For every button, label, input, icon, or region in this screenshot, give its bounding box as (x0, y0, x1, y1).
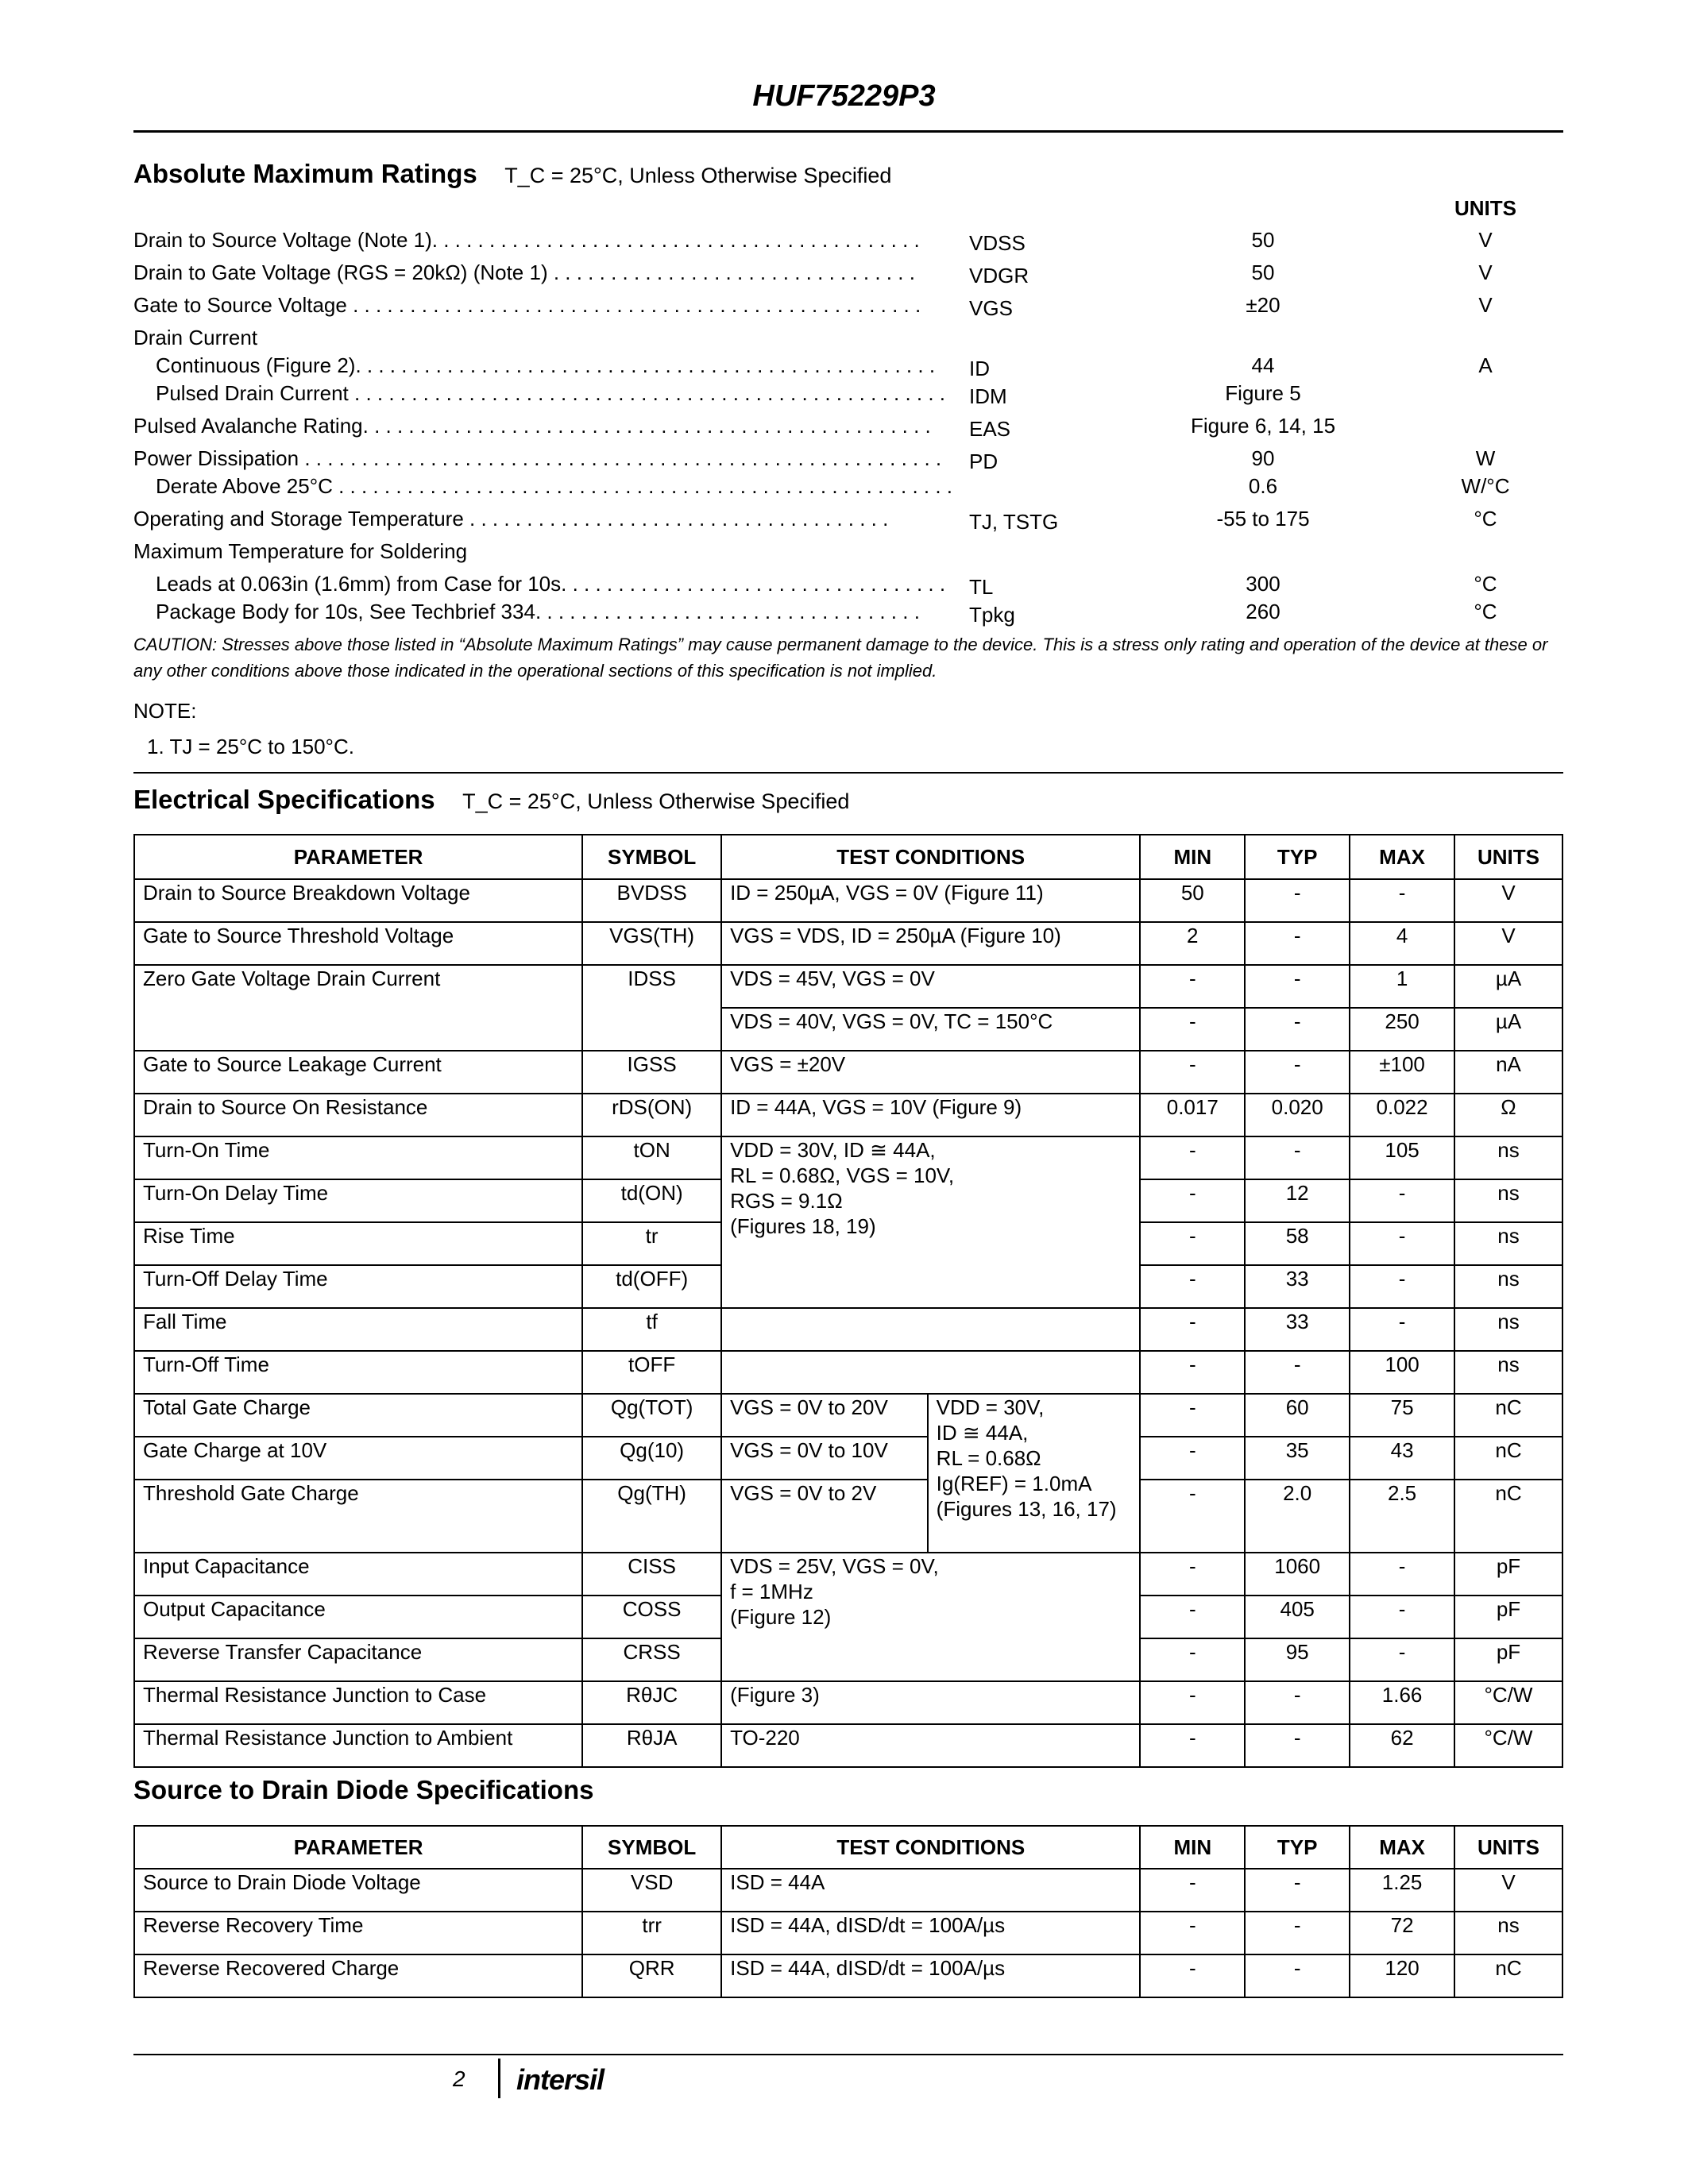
abs-max-symbol: VDGR (969, 264, 1029, 287)
typ-cell: - (1245, 922, 1350, 965)
symbol-cell: BVDSS (582, 879, 721, 922)
units-cell: ns (1454, 1308, 1562, 1351)
parameter-cell: Output Capacitance (134, 1596, 582, 1638)
test-condition-cell: VGS = ±20V (721, 1051, 1140, 1094)
symbol-cell: tf (582, 1308, 721, 1351)
symbol-cell: RθJC (582, 1681, 721, 1724)
max-cell: 4 (1350, 922, 1454, 965)
units-cell: ns (1454, 1351, 1562, 1394)
abs-max-value: 50 (1251, 260, 1275, 284)
units-cell: V (1454, 922, 1562, 965)
abs-max-value: 44 (1251, 353, 1275, 377)
electrical-row (134, 1051, 1562, 1094)
parameter-cell: Thermal Resistance Junction to Ambient (134, 1724, 582, 1767)
max-cell: 43 (1350, 1437, 1454, 1480)
diode-row (134, 1869, 1562, 1912)
abs-max-label: Continuous (Figure 2). . . . . . . . . . . . . . . . . . . . . . . . . . . . . . . . . . . . . . . . . . . . . . . . . . . (156, 353, 936, 377)
electrical-row (134, 879, 1562, 922)
diode-parameter-cell: Reverse Recovery Time (134, 1912, 582, 1954)
parameter-cell: Reverse Transfer Capacitance (134, 1638, 582, 1681)
abs-max-unit: V (1478, 260, 1493, 284)
electrical-row (134, 922, 1562, 965)
max-cell: - (1350, 1553, 1454, 1596)
symbol-cell: td(ON) (582, 1179, 721, 1222)
parameter-cell: Input Capacitance (134, 1553, 582, 1596)
parameter-cell: Turn-On Time (134, 1136, 582, 1179)
caution-text: CAUTION: Stresses above those listed in “Absolute Maximum Ratings” may cause permanent damage to the device. This is a stress only rating and operation of the device at these or any other conditions above those indicated in the operational sections of this specification is not implied. (133, 635, 1548, 681)
electrical-title: Electrical Specifications (133, 785, 435, 814)
typ-cell: - (1245, 1051, 1350, 1094)
abs-max-value: 0.6 (1248, 474, 1278, 498)
test-condition-cell: VDS = 45V, VGS = 0V (721, 965, 1140, 1008)
min-cell: - (1140, 1681, 1245, 1724)
units-cell: µA (1454, 965, 1562, 1008)
capacitance-condition-cell-line: (Figure 12) (730, 1605, 832, 1629)
max-cell: 250 (1350, 1008, 1454, 1051)
units-cell: ns (1454, 1265, 1562, 1308)
gate-charge-condition-cell (928, 1394, 1141, 1553)
test-condition-cell: VGS = 0V to 2V (721, 1480, 928, 1553)
diode-header-units: UNITS (1454, 1826, 1562, 1869)
electrical-table (133, 834, 1563, 1768)
diode-test-condition-cell: ISD = 44A (721, 1869, 1140, 1912)
abs-max-label: Derate Above 25°C . . . . . . . . . . . . . . . . . . . . . . . . . . . . . . . . . . . . . . . . . . . . . . . . . . . . . . (156, 474, 953, 498)
electrical-row (134, 1351, 1562, 1394)
electrical-row (134, 1136, 1562, 1179)
diode-typ-cell: - (1245, 1954, 1350, 1997)
test-condition-cell (721, 1308, 1140, 1351)
abs-max-unit: °C (1474, 572, 1497, 596)
abs-max-unit: V (1478, 228, 1493, 252)
diode-header-min: MIN (1140, 1826, 1245, 1869)
min-cell: - (1140, 1480, 1245, 1553)
symbol-cell: rDS(ON) (582, 1094, 721, 1136)
units-cell: nC (1454, 1480, 1562, 1553)
typ-cell: - (1245, 1724, 1350, 1767)
diode-symbol-cell: QRR (582, 1954, 721, 1997)
units-cell: nA (1454, 1051, 1562, 1094)
test-condition-cell: ID = 44A, VGS = 10V (Figure 9) (721, 1094, 1140, 1136)
min-cell: - (1140, 1265, 1245, 1308)
min-cell: - (1140, 1179, 1245, 1222)
max-cell: - (1350, 1179, 1454, 1222)
typ-cell: 0.020 (1245, 1094, 1350, 1136)
max-cell: 1 (1350, 965, 1454, 1008)
diode-parameter-cell: Source to Drain Diode Voltage (134, 1869, 582, 1912)
min-cell: - (1140, 1437, 1245, 1480)
parameter-cell: Fall Time (134, 1308, 582, 1351)
min-cell: - (1140, 1351, 1245, 1394)
abs-max-symbol: VGS (969, 296, 1013, 320)
typ-cell: 12 (1245, 1179, 1350, 1222)
electrical-row (134, 1724, 1562, 1767)
units-cell: °C/W (1454, 1681, 1562, 1724)
electrical-row (134, 1308, 1562, 1351)
abs-max-label: Operating and Storage Temperature . . . . . . . . . . . . . . . . . . . . . . . . . . . . . . . . . . . . . (133, 507, 889, 531)
parameter-cell: Rise Time (134, 1222, 582, 1265)
abs-max-value: ±20 (1246, 293, 1280, 317)
units-cell: Ω (1454, 1094, 1562, 1136)
units-cell: ns (1454, 1136, 1562, 1179)
header-symbol: SYMBOL (582, 835, 721, 879)
abs-max-unit: W (1475, 446, 1496, 470)
electrical-heading (133, 785, 849, 815)
diode-symbol-cell: trr (582, 1912, 721, 1954)
min-cell: - (1140, 1596, 1245, 1638)
note-title: NOTE: (133, 699, 197, 723)
units-cell: °C/W (1454, 1724, 1562, 1767)
test-condition-cell: ID = 250µA, VGS = 0V (Figure 11) (721, 879, 1140, 922)
abs-max-symbol: Tpkg (969, 603, 1015, 627)
diode-row (134, 1912, 1562, 1954)
abs-max-symbol: EAS (969, 417, 1011, 441)
abs-max-value: -55 to 175 (1216, 507, 1310, 531)
footer-divider (498, 2059, 500, 2098)
gate-charge-condition-cell-line: RL = 0.68Ω (936, 1446, 1041, 1470)
electrical-condition: T_C = 25°C, Unless Otherwise Specified (462, 789, 850, 813)
header-max: MAX (1350, 835, 1454, 879)
diode-table (133, 1825, 1563, 1998)
abs-max-label: Power Dissipation . . . . . . . . . . . . . . . . . . . . . . . . . . . . . . . . . . . . . . . . . . . . . . . . . . . . . . . . (133, 446, 942, 470)
abs-max-label: Drain to Source Voltage (Note 1). . . . . . . . . . . . . . . . . . . . . . . . . . . . . . . . . . . . . . . . . . . (133, 228, 920, 252)
typ-cell: - (1245, 1351, 1350, 1394)
part-number-header: HUF75229P3 (752, 79, 936, 113)
abs-max-value: Figure 6, 14, 15 (1190, 414, 1336, 438)
max-cell: - (1350, 1222, 1454, 1265)
test-condition-cell: VGS = 0V to 10V (721, 1437, 928, 1480)
header-min: MIN (1140, 835, 1245, 879)
electrical-row (134, 965, 1562, 1008)
diode-typ-cell: - (1245, 1869, 1350, 1912)
gate-charge-condition-cell-line: VDD = 30V, (936, 1395, 1045, 1419)
abs-max-label: Package Body for 10s, See Techbrief 334. . . . . . . . . . . . . . . . . . . . . . . . . . . . . . . . . . (156, 600, 920, 623)
abs-max-unit: °C (1474, 507, 1497, 531)
switching-condition-cell-line: RL = 0.68Ω, VGS = 10V, (730, 1163, 955, 1187)
abs-max-symbol: PD (969, 450, 999, 473)
symbol-cell: tON (582, 1136, 721, 1179)
test-condition-cell: (Figure 3) (721, 1681, 1140, 1724)
min-cell: - (1140, 1051, 1245, 1094)
symbol-cell: tOFF (582, 1351, 721, 1394)
max-cell: 2.5 (1350, 1480, 1454, 1553)
diode-row (134, 1954, 1562, 1997)
diode-header-symbol: SYMBOL (582, 1826, 721, 1869)
abs-max-unit: V (1478, 293, 1493, 317)
units-cell: ns (1454, 1222, 1562, 1265)
electrical-row (134, 1681, 1562, 1724)
test-condition-cell: VDS = 40V, VGS = 0V, TC = 150°C (721, 1008, 1140, 1051)
electrical-row (134, 1437, 1562, 1480)
abs-max-label: Drain Current (133, 326, 258, 349)
footer-rule (133, 2054, 1563, 2055)
symbol-cell: IGSS (582, 1051, 721, 1094)
abs-max-symbol: ID (969, 357, 990, 380)
abs-max-symbol: TJ, TSTG (969, 510, 1059, 534)
page-number: 2 (453, 2066, 465, 2091)
abs-max-heading (133, 159, 891, 189)
diode-typ-cell: - (1245, 1912, 1350, 1954)
parameter-cell: Gate to Source Leakage Current (134, 1051, 582, 1094)
units-cell: µA (1454, 1008, 1562, 1051)
typ-cell: 1060 (1245, 1553, 1350, 1596)
max-cell: 62 (1350, 1724, 1454, 1767)
abs-max-label: Maximum Temperature for Soldering (133, 539, 468, 563)
electrical-header-row (134, 835, 1562, 879)
gate-charge-condition-cell-line: (Figures 13, 16, 17) (936, 1497, 1117, 1521)
abs-max-unit: A (1478, 353, 1493, 377)
typ-cell: 58 (1245, 1222, 1350, 1265)
capacitance-condition-cell (721, 1553, 1140, 1681)
abs-max-title: Absolute Maximum Ratings (133, 159, 477, 188)
abs-max-value: Figure 5 (1225, 381, 1301, 405)
symbol-cell: Qg(TH) (582, 1480, 721, 1553)
parameter-cell: Zero Gate Voltage Drain Current (134, 965, 582, 1051)
max-cell: - (1350, 1638, 1454, 1681)
parameter-cell: Gate Charge at 10V (134, 1437, 582, 1480)
abs-max-unit: W/°C (1461, 474, 1510, 498)
min-cell: 2 (1140, 922, 1245, 965)
min-cell: - (1140, 1724, 1245, 1767)
max-cell: ±100 (1350, 1051, 1454, 1094)
header-units: UNITS (1454, 835, 1562, 879)
switching-condition-cell-line: (Figures 18, 19) (730, 1214, 876, 1238)
electrical-row (134, 1394, 1562, 1437)
units-cell: V (1454, 879, 1562, 922)
typ-cell: - (1245, 965, 1350, 1008)
parameter-cell: Drain to Source On Resistance (134, 1094, 582, 1136)
units-cell: nC (1454, 1437, 1562, 1480)
header-parameter: PARAMETER (134, 835, 582, 879)
typ-cell: 95 (1245, 1638, 1350, 1681)
diode-header-max: MAX (1350, 1826, 1454, 1869)
electrical-row (134, 1553, 1562, 1596)
diode-header-typ: TYP (1245, 1826, 1350, 1869)
abs-max-value: 50 (1251, 228, 1275, 252)
max-cell: - (1350, 1596, 1454, 1638)
parameter-cell: Threshold Gate Charge (134, 1480, 582, 1553)
abs-max-symbol: TL (969, 575, 994, 599)
min-cell: - (1140, 1394, 1245, 1437)
abs-max-label: Leads at 0.063in (1.6mm) from Case for 10s. . . . . . . . . . . . . . . . . . . . . . . . . . . . . . . . . . (156, 572, 946, 596)
max-cell: 1.66 (1350, 1681, 1454, 1724)
abs-max-symbol: VDSS (969, 231, 1026, 255)
switching-condition-cell-line: RGS = 9.1Ω (730, 1189, 843, 1213)
symbol-cell: tr (582, 1222, 721, 1265)
typ-cell: 60 (1245, 1394, 1350, 1437)
typ-cell: - (1245, 879, 1350, 922)
switching-condition-cell-line: VDD = 30V, ID ≅ 44A, (730, 1138, 936, 1162)
symbol-cell: CRSS (582, 1638, 721, 1681)
max-cell: 100 (1350, 1351, 1454, 1394)
typ-cell: 2.0 (1245, 1480, 1350, 1553)
parameter-cell: Gate to Source Threshold Voltage (134, 922, 582, 965)
units-cell: ns (1454, 1179, 1562, 1222)
max-cell: - (1350, 1265, 1454, 1308)
abs-max-condition: T_C = 25°C, Unless Otherwise Specified (504, 164, 892, 187)
min-cell: - (1140, 1553, 1245, 1596)
typ-cell: - (1245, 1008, 1350, 1051)
units-cell: pF (1454, 1638, 1562, 1681)
units-cell: pF (1454, 1553, 1562, 1596)
diode-min-cell: - (1140, 1954, 1245, 1997)
test-condition-cell: VGS = VDS, ID = 250µA (Figure 10) (721, 922, 1140, 965)
typ-cell: 405 (1245, 1596, 1350, 1638)
symbol-cell: Qg(TOT) (582, 1394, 721, 1437)
min-cell: - (1140, 1136, 1245, 1179)
units-cell: nC (1454, 1394, 1562, 1437)
abs-max-value: 260 (1246, 600, 1280, 623)
capacitance-condition-cell-line: VDS = 25V, VGS = 0V, (730, 1554, 939, 1578)
max-cell: 105 (1350, 1136, 1454, 1179)
header-test-conditions: TEST CONDITIONS (721, 835, 1140, 879)
abs-max-label: Gate to Source Voltage . . . . . . . . . . . . . . . . . . . . . . . . . . . . . . . . . . . . . . . . . . . . . . . . . . (133, 293, 921, 317)
diode-header-test-conditions: TEST CONDITIONS (721, 1826, 1140, 1869)
capacitance-condition-cell-line: f = 1MHz (730, 1580, 813, 1603)
diode-max-cell: 120 (1350, 1954, 1454, 1997)
diode-title: Source to Drain Diode Specifications (133, 1775, 594, 1804)
electrical-row (134, 1094, 1562, 1136)
diode-header-parameter: PARAMETER (134, 1826, 582, 1869)
diode-min-cell: - (1140, 1912, 1245, 1954)
symbol-cell: Qg(10) (582, 1437, 721, 1480)
gate-charge-condition-cell-line: ID ≅ 44A, (936, 1421, 1029, 1445)
min-cell: - (1140, 965, 1245, 1008)
diode-test-condition-cell: ISD = 44A, dISD/dt = 100A/µs (721, 1912, 1140, 1954)
section-rule (133, 772, 1563, 774)
min-cell: - (1140, 1222, 1245, 1265)
parameter-cell: Total Gate Charge (134, 1394, 582, 1437)
test-condition-cell (721, 1351, 1140, 1394)
parameter-cell: Thermal Resistance Junction to Case (134, 1681, 582, 1724)
abs-max-label: Pulsed Avalanche Rating. . . . . . . . . . . . . . . . . . . . . . . . . . . . . . . . . . . . . . . . . . . . . . . . . . (133, 414, 931, 438)
min-cell: 50 (1140, 879, 1245, 922)
symbol-cell: td(OFF) (582, 1265, 721, 1308)
diode-max-cell: 72 (1350, 1912, 1454, 1954)
typ-cell: 33 (1245, 1308, 1350, 1351)
parameter-cell: Turn-On Delay Time (134, 1179, 582, 1222)
diode-parameter-cell: Reverse Recovered Charge (134, 1954, 582, 1997)
abs-max-unit: °C (1474, 600, 1497, 623)
diode-heading (133, 1775, 593, 1805)
symbol-cell: VGS(TH) (582, 922, 721, 965)
header-typ: TYP (1245, 835, 1350, 879)
units-cell: pF (1454, 1596, 1562, 1638)
diode-header-row (134, 1826, 1562, 1869)
parameter-cell: Turn-Off Delay Time (134, 1265, 582, 1308)
min-cell: 0.017 (1140, 1094, 1245, 1136)
header-rule (133, 130, 1563, 133)
units-header: UNITS (1454, 196, 1516, 220)
test-condition-cell: TO-220 (721, 1724, 1140, 1767)
abs-max-label: Pulsed Drain Current . . . . . . . . . . . . . . . . . . . . . . . . . . . . . . . . . . . . . . . . . . . . . . . . . . . . (156, 381, 946, 405)
diode-units-cell: ns (1454, 1912, 1562, 1954)
diode-units-cell: nC (1454, 1954, 1562, 1997)
abs-max-value: 300 (1246, 572, 1280, 596)
symbol-cell: CISS (582, 1553, 721, 1596)
switching-condition-cell (721, 1136, 1140, 1308)
max-cell: - (1350, 879, 1454, 922)
diode-max-cell: 1.25 (1350, 1869, 1454, 1912)
min-cell: - (1140, 1638, 1245, 1681)
abs-max-symbol: IDM (969, 384, 1007, 408)
parameter-cell: Turn-Off Time (134, 1351, 582, 1394)
symbol-cell: COSS (582, 1596, 721, 1638)
typ-cell: 33 (1245, 1265, 1350, 1308)
diode-units-cell: V (1454, 1869, 1562, 1912)
diode-symbol-cell: VSD (582, 1869, 721, 1912)
parameter-cell: Drain to Source Breakdown Voltage (134, 879, 582, 922)
gate-charge-condition-cell-line: Ig(REF) = 1.0mA (936, 1472, 1092, 1495)
max-cell: 0.022 (1350, 1094, 1454, 1136)
typ-cell: 35 (1245, 1437, 1350, 1480)
min-cell: - (1140, 1008, 1245, 1051)
typ-cell: - (1245, 1136, 1350, 1179)
abs-max-value: 90 (1251, 446, 1275, 470)
max-cell: - (1350, 1308, 1454, 1351)
electrical-row (134, 1480, 1562, 1553)
diode-min-cell: - (1140, 1869, 1245, 1912)
test-condition-cell: VGS = 0V to 20V (721, 1394, 928, 1437)
symbol-cell: RθJA (582, 1724, 721, 1767)
diode-test-condition-cell: ISD = 44A, dISD/dt = 100A/µs (721, 1954, 1140, 1997)
abs-max-label: Drain to Gate Voltage (RGS = 20kΩ) (Note 1) . . . . . . . . . . . . . . . . . . . . . . . . . . . . . . . . (133, 260, 915, 284)
note-1: 1. TJ = 25°C to 150°C. (147, 735, 354, 758)
max-cell: 75 (1350, 1394, 1454, 1437)
symbol-cell: IDSS (582, 965, 721, 1051)
intersil-logo: intersil (516, 2063, 605, 2096)
min-cell: - (1140, 1308, 1245, 1351)
typ-cell: - (1245, 1681, 1350, 1724)
